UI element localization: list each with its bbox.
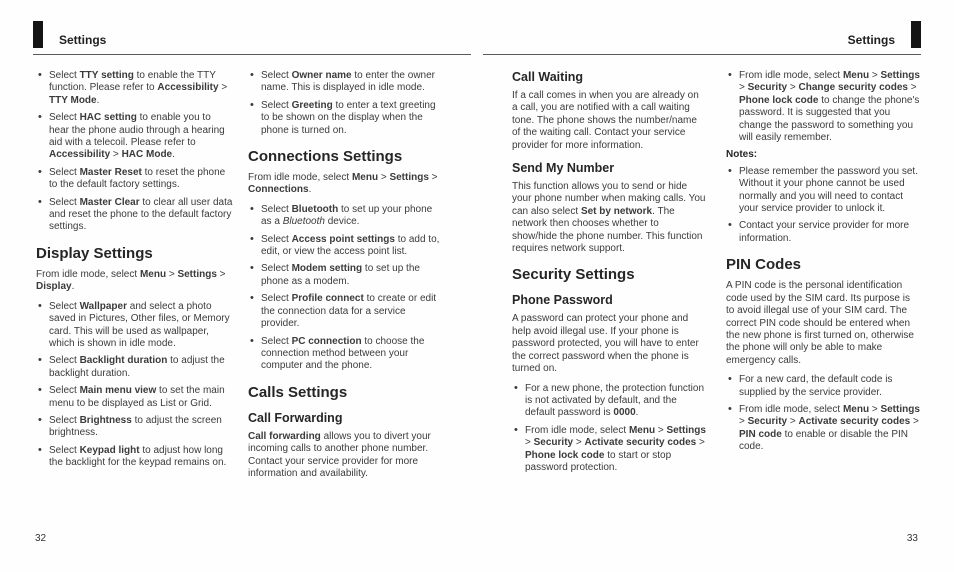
right-header-rule [483,54,921,55]
para-pin-codes: A PIN code is the personal identification code used by the SIM card. Its purpose is to avoid illegal use of your SIM card. The correct PIN code should be entered when the new phone is first turned on, otherwise the phone will only be able to make emergency calls. [726,280,914,366]
column-3 [512,70,706,479]
bullet-master-reset: • Select Master Reset to reset the phone to the default factory settings. [36,167,233,192]
bullet-keypad-light: • Select Keypad light to adjust how long the backlight for the keypad remains on. [36,445,233,470]
subheading-phone-password: Phone Password [512,293,613,308]
bullet-greeting: • Select Greeting to enter a text greeting to be shown on the display when the phone is turned on. [248,100,444,137]
bullet-owner-name: • Select Owner name to enter the owner name. This is displayed in idle mode. [248,70,444,95]
heading-pin-codes: PIN Codes [726,256,802,274]
page-number-left: 32 [35,533,47,544]
subheading-send-my-number: Send My Number [512,161,615,176]
bullet-brightness: • Select Brightness to adjust the screen brightness. [36,415,233,440]
bullet-hac-setting: • Select HAC setting to enable you to hear the phone audio through a hearing aid with a telecoil. Please refer to Accessibility > HAC Mode. [36,112,233,162]
left-header-rule [33,54,471,55]
bullet-main-menu-view: • Select Main menu view to set the main menu to be displayed as List or Grid. [36,385,233,410]
heading-display-settings: Display Settings [36,244,153,262]
page-number-right: 33 [906,533,918,544]
bullet-contact-provider: • Contact your service provider for more information. [726,220,920,245]
column-4 [726,70,920,459]
connections-settings-list [248,204,444,373]
bullet-access-point-settings: • Select Access point settings to add to, edit, or view the access point list. [248,234,444,259]
right-page-tab-marker [911,21,921,48]
bullet-modem-setting: • Select Modem setting to set up the phone as a modem. [248,263,444,288]
sound-settings-list [36,70,233,234]
column-1 [36,70,233,475]
bullet-backlight-duration: • Select Backlight duration to adjust the backlight duration. [36,355,233,380]
para-phone-password: A password can protect your phone and help avoid illegal use. If your phone is password protected, you will have to enter the correct password when the phone is turned on. [512,313,699,375]
left-running-header: Settings [59,33,107,47]
bullet-master-clear: • Select Master Clear to clear all user data and reset the phone to the default factory settings. [36,197,233,234]
change-password-list [726,70,920,144]
bullet-pin-code-toggle: • From idle mode, select Menu > Settings > Security > Activate security codes > PIN code to enable or disable the PIN code. [726,404,920,454]
left-page-tab-marker [33,21,43,48]
subheading-call-waiting: Call Waiting [512,70,584,84]
phone-password-list [512,383,706,475]
bullet-wallpaper: • Select Wallpaper and select a photo saved in Pictures, Other files, or Memory card. This will be used as wallpaper, which is shown in idle mode. [36,301,233,351]
bullet-default-password: • For a new phone, the protection function is not activated by default, and the default password is 0000. [512,383,706,420]
phone-settings-list [248,70,444,137]
heading-connections-settings: Connections Settings [248,148,403,166]
bullet-profile-connect: • Select Profile connect to create or edit the connection data for a service provider. [248,293,444,330]
heading-security-settings: Security Settings [512,266,635,284]
display-settings-list [36,301,233,470]
bullet-default-pin: • For a new card, the default code is supplied by the service provider. [726,374,920,399]
bullet-remember-password: • Please remember the password you set. Without it your phone cannot be used normally and you will need to contact your service provider to unlock it. [726,166,920,216]
para-call-forwarding: Call forwarding allows you to divert your incoming calls to another phone number. Contact your service provider for more information and availability. [248,430,431,479]
column-2 [248,70,444,487]
bullet-bluetooth: • Select Bluetooth to set up your phone as a Bluetooth device. [248,204,444,229]
bullet-phone-lock-code: • From idle mode, select Menu > Settings > Security > Activate security codes > Phone lock code to start or stop password protection. [512,425,706,475]
display-settings-intro: From idle mode, select Menu > Settings > Display. [36,268,226,293]
subheading-call-forwarding: Call Forwarding [248,410,343,425]
heading-calls-settings: Calls Settings [248,383,348,401]
para-call-waiting: If a call comes in when you are already on a call, you are notified with a call waiting tone. The phone shows the number/name of the waiting call. Contact your service provider for more information. [512,90,699,151]
bullet-change-password: • From idle mode, select Menu > Settings > Security > Change security codes > Phone lock code to change the phone's password. It is suggested that you change the password to something you will easily remember. [726,70,920,144]
pin-codes-list [726,374,920,453]
para-send-my-number: This function allows you to send or hide your phone number when making calls. You can also select Set by network. The network then chooses whether to show/hide the phone number. This function requires network support. [512,181,706,255]
bullet-tty-setting: • Select TTY setting to enable the TTY function. Please refer to Accessibility > TTY Mode. [36,70,233,107]
right-running-header: Settings [847,33,895,47]
connections-settings-intro: From idle mode, select Menu > Settings > Connections. [248,172,438,196]
bullet-pc-connection: • Select PC connection to choose the connection method between your computer and the phone. [248,336,444,373]
notes-list [726,166,920,245]
notes-label: Notes: [726,149,758,161]
